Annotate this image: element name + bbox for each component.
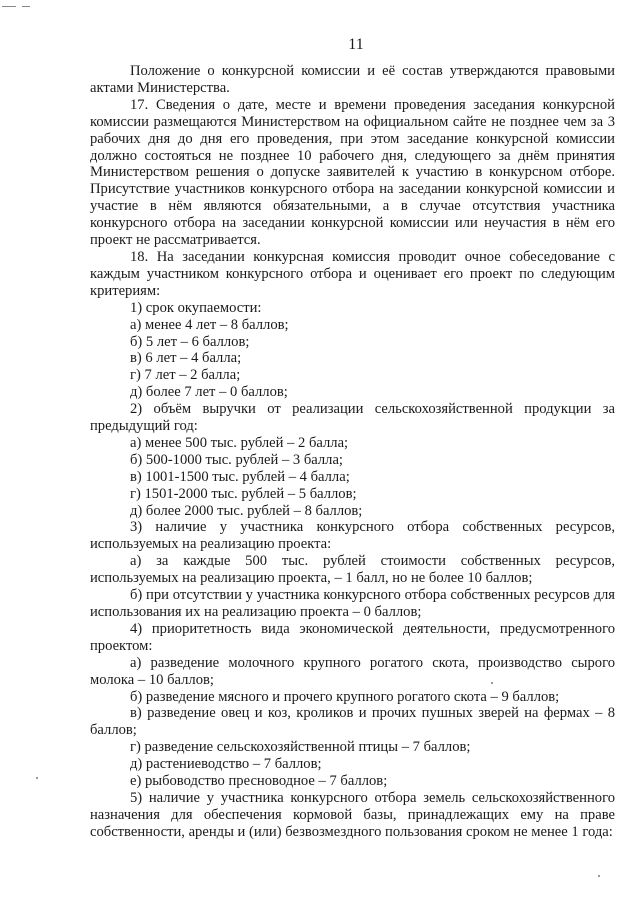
document-body [90, 63, 615, 841]
scan-artifact [2, 6, 16, 7]
paragraph: 3) наличие у участника конкурсного отбора собственных ресурсов, используемых на реализацию проекта: [90, 519, 615, 553]
paragraph: а) разведение молочного крупного рогатого скота, производство сырого молока – 10 баллов; [90, 654, 615, 688]
paragraph: е) рыбоводство пресноводное – 7 баллов; [130, 773, 388, 790]
paragraph: б) 500-1000 тыс. рублей – 3 балла; [130, 451, 343, 468]
scan-artifact [598, 875, 600, 877]
paragraph: 17. Сведения о дате, месте и времени проведения заседания конкурсной комиссии размещаются Министерством на официальном сайте не позднее чем за 3 рабочих дня до дня его проведения, при этом заседание конкурсной комиссии должно состояться не позднее 10 рабочего дня, следующего за днём принятия Министерством решения о допуске заявителей к участию в конкурсном отборе. Присутствие участников конкурсного отбора на заседании конкурсной комиссии и участие в нём являются обязательными, а в случае отсутствия участника конкурсного отбора на заседании конкурсной комиссии или неучастия в нём его проект не рассматривается. [90, 96, 615, 249]
paragraph: а) за каждые 500 тыс. рублей стоимости собственных ресурсов, используемых на реализацию проекта, – 1 балл, но не более 10 баллов; [90, 553, 615, 587]
paragraph: в) 6 лет – 4 балла; [130, 350, 242, 367]
paragraph: г) разведение сельскохозяйственной птицы – 7 баллов; [130, 739, 471, 756]
paragraph: 4) приоритетность вида экономической деятельности, предусмотренного проектом: [90, 620, 615, 654]
paragraph: г) 7 лет – 2 балла; [130, 367, 241, 384]
scan-artifact [22, 6, 30, 7]
paragraph: в) разведение овец и коз, кроликов и прочих пушных зверей на фермах – 8 баллов; [90, 705, 615, 739]
paragraph: д) растениеводство – 7 баллов; [130, 756, 322, 773]
paragraph: б) разведение мясного и прочего крупного рогатого скота – 9 баллов; [130, 688, 560, 705]
paragraph: 5) наличие у участника конкурсного отбора земель сельскохозяйственного назначения для обеспечения кормовой базы, принадлежащих ему на праве собственности, аренды и (или) безвозмездного пользования сроком не менее 1 года: [90, 789, 615, 840]
paragraph: в) 1001-1500 тыс. рублей – 4 балла; [130, 468, 350, 485]
paragraph: а) менее 500 тыс. рублей – 2 балла; [130, 434, 349, 451]
paragraph: а) менее 4 лет – 8 баллов; [130, 316, 289, 333]
paragraph: 18. На заседании конкурсная комиссия проводит очное собеседование с каждым участником конкурсного отбора и оценивает его проект по следующим критериям: [90, 248, 615, 299]
paragraph: д) более 7 лет – 0 баллов; [130, 384, 288, 401]
paragraph: б) 5 лет – 6 баллов; [130, 333, 250, 350]
page-number: 11 [348, 36, 364, 53]
paragraph: г) 1501-2000 тыс. рублей – 5 баллов; [130, 485, 357, 502]
paragraph: б) при отсутствии у участника конкурсного отбора собственных ресурсов для использования их на реализацию проекта – 0 баллов; [90, 587, 615, 620]
paragraph: 2) объём выручки от реализации сельскохозяйственной продукции за предыдущий год: [90, 401, 615, 435]
paragraph: 1) срок окупаемости: [130, 299, 262, 316]
paragraph: Положение о конкурсной комиссии и её состав утверждаются правовыми актами Министерства. [90, 63, 615, 96]
paragraph: д) более 2000 тыс. рублей – 8 баллов; [130, 502, 363, 519]
scan-artifact [36, 777, 38, 779]
